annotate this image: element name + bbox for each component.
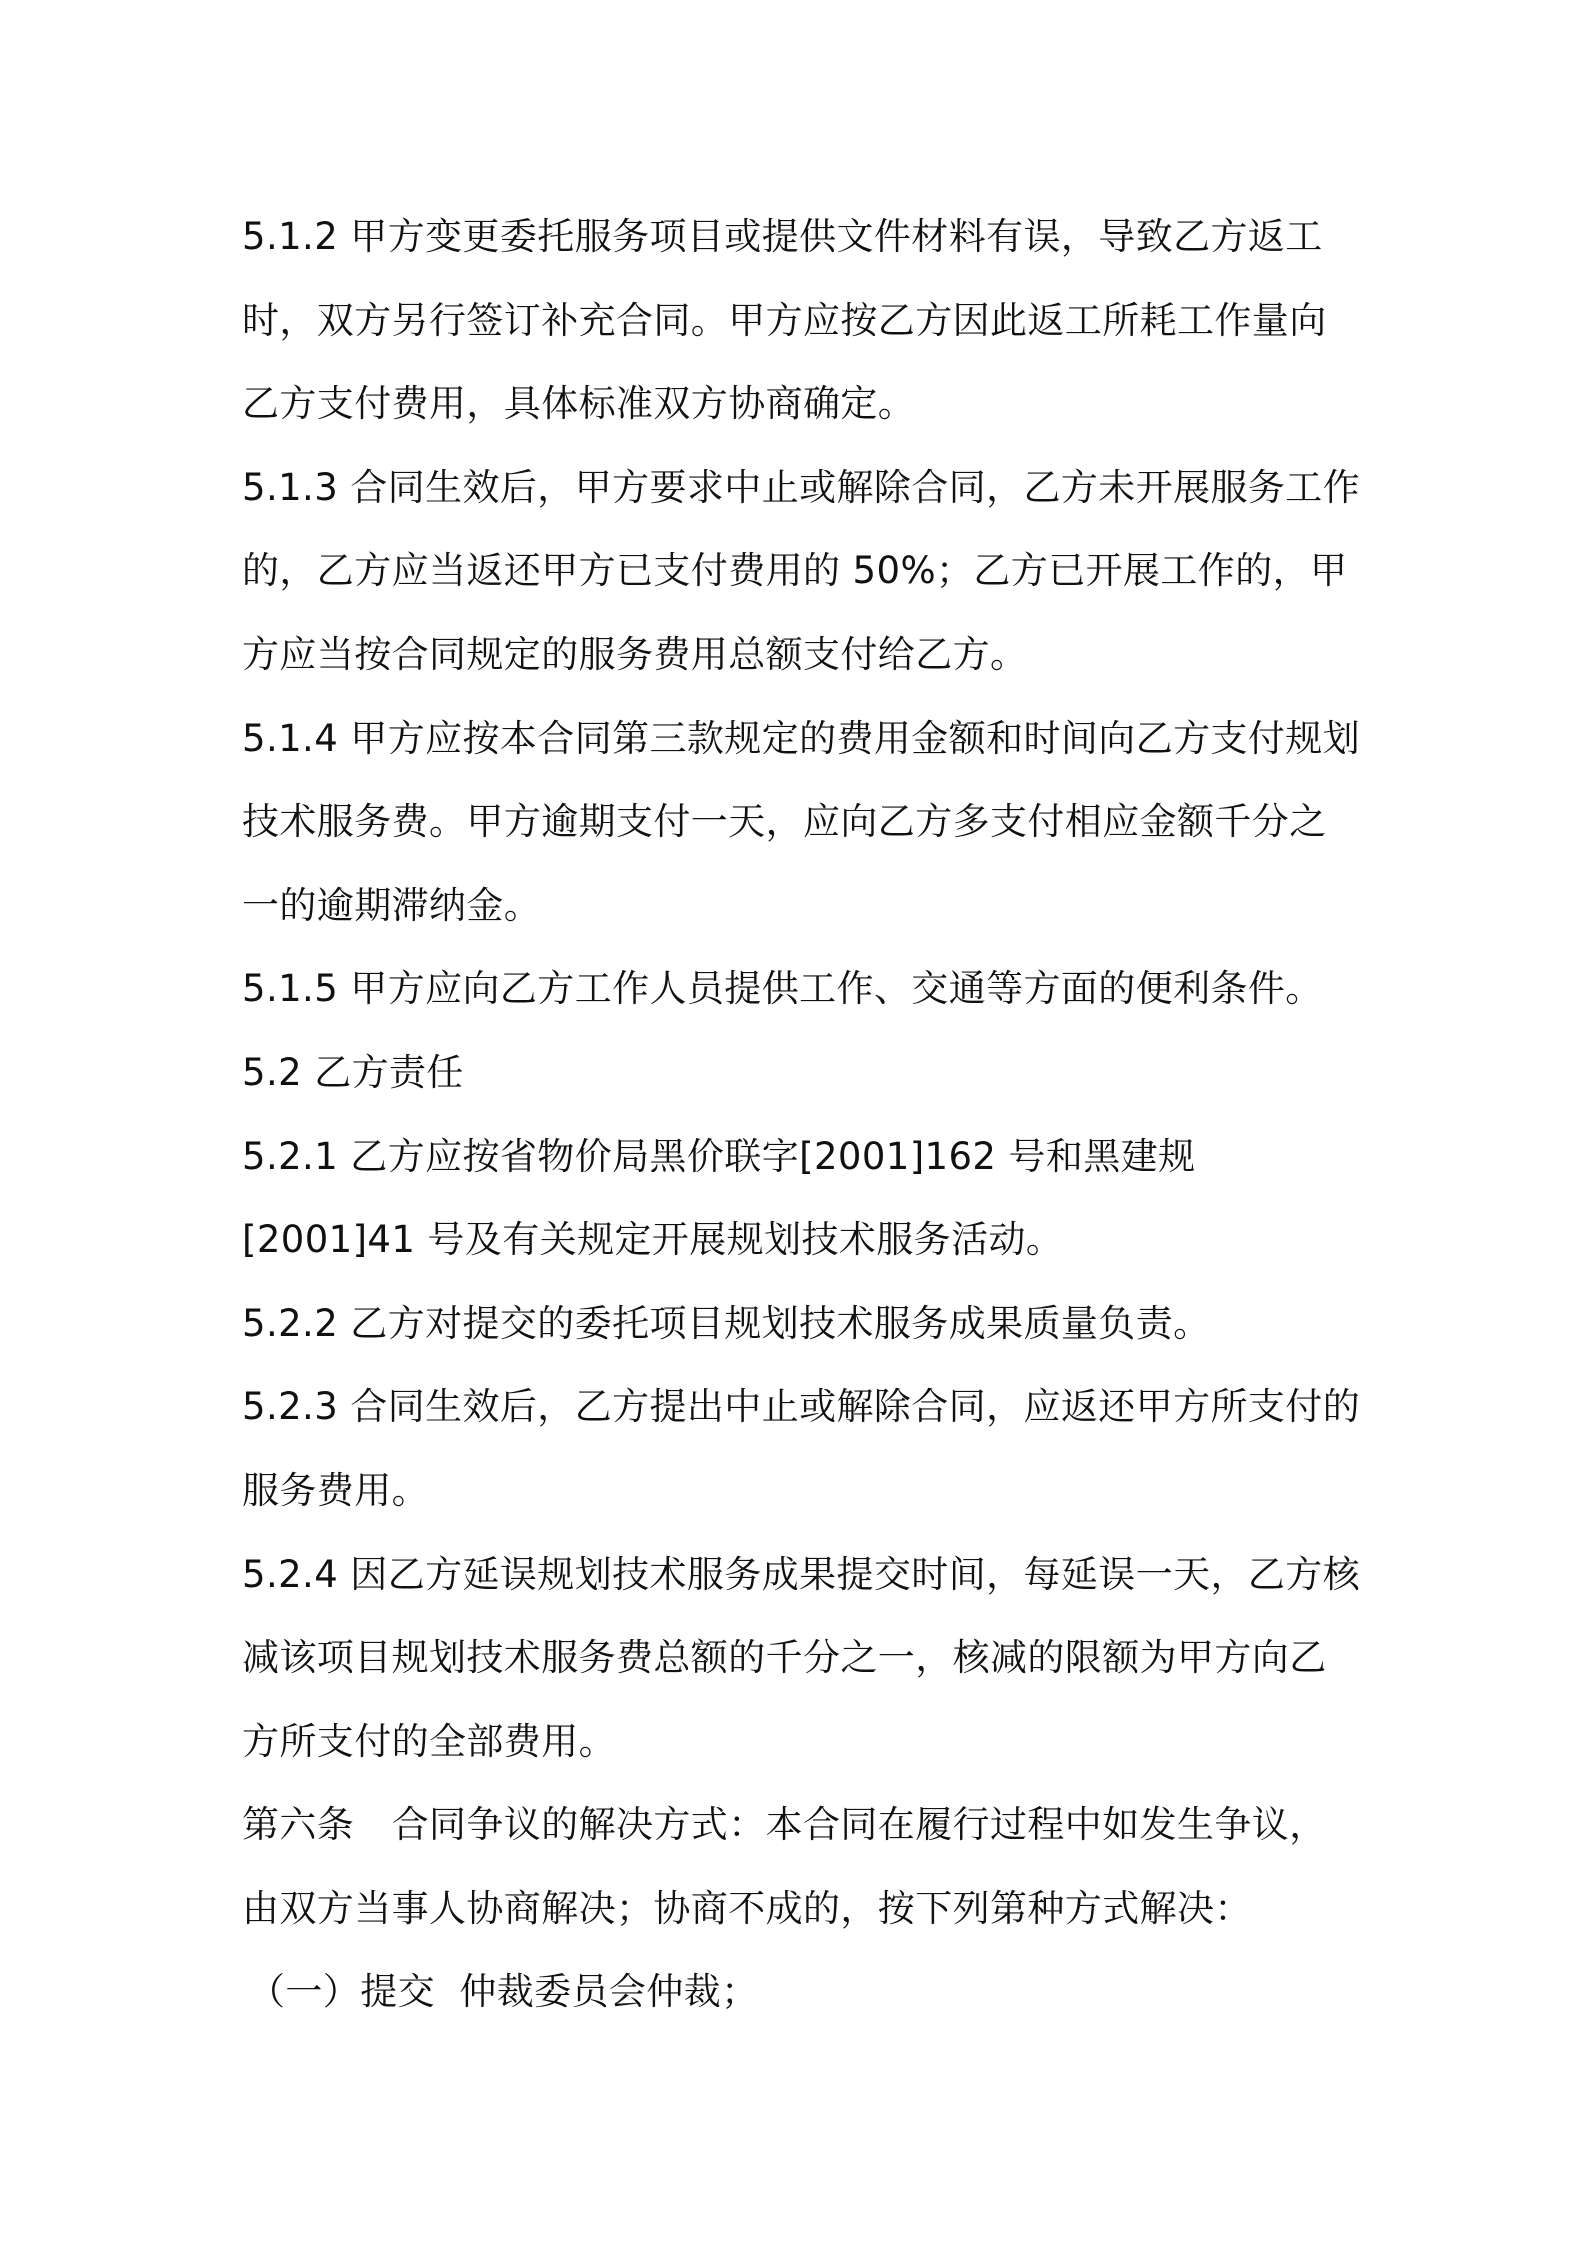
clause-5-2-4: 5.2.4 因乙方延误规划技术服务成果提交时间，每延误一天，乙方核减该项目规划技术服务费总额的千分之一，核减的限额为甲方向乙方所支付的全部费用。 [242, 1552, 1361, 1763]
clause-5-2-3: 5.2.3 合同生效后，乙方提出中止或解除合同，应返还甲方所支付的服务费用。 [242, 1385, 1361, 1512]
dispute-option-1: （一）提交 仲裁委员会仲裁； [248, 1970, 759, 2014]
clause-5-2-2: 5.2.2 乙方对提交的委托项目规划技术服务成果质量负责。 [242, 1301, 1211, 1345]
document-body [242, 195, 1362, 2034]
clause-5-1-2: 5.1.2 甲方变更委托服务项目或提供文件材料有误，导致乙方返工时，双方另行签订补充合同。甲方应按乙方因此返工所耗工作量向乙方支付费用，具体标准双方协商确定。 [242, 215, 1327, 426]
clause-5-1-3: 5.1.3 合同生效后，甲方要求中止或解除合同，乙方未开展服务工作的，乙方应当返还甲方已支付费用的 50%；乙方已开展工作的，甲方应当按合同规定的服务费用总额支付给乙方。 [242, 465, 1361, 676]
clause-5-1-5: 5.1.5 甲方应向乙方工作人员提供工作、交通等方面的便利条件。 [242, 967, 1323, 1011]
clause-5-2-1: 5.2.1 乙方应按省物价局黑价联字[2001]162 号和黑建规[2001]41 号及有关规定开展规划技术服务活动。 [242, 1134, 1196, 1262]
article-6-dispute-resolution: 第六条 合同争议的解决方式：本合同在履行过程中如发生争议，由双方当事人协商解决；协商不成的，按下列第种方式解决： [242, 1803, 1327, 1930]
section-heading-5-2: 5.2 乙方责任 [242, 1050, 464, 1094]
clause-5-1-4: 5.1.4 甲方应按本合同第三款规定的费用金额和时间向乙方支付规划技术服务费。甲方逾期支付一天，应向乙方多支付相应金额千分之一的逾期滞纳金。 [242, 716, 1361, 927]
